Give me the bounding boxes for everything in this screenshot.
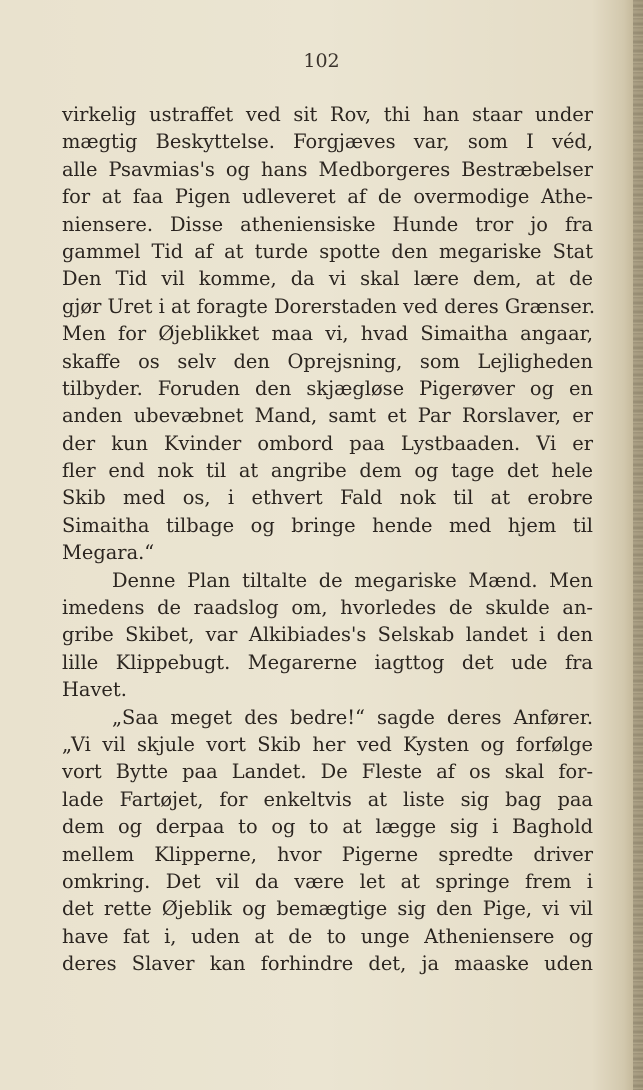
text-line: „Vi vil skjule vort Skib her ved Kysten og forfølge xyxy=(62,732,593,756)
text-line: mellem Klipperne, hvor Pigerne spredte driver xyxy=(62,842,593,866)
text-line: Denne Plan tiltalte de megariske Mænd. Men xyxy=(112,568,593,592)
text-line: anden ubevæbnet Mand, samt et Par Rorslaver, er xyxy=(62,404,593,428)
text-line: „Saa meget des bedre!“ sagde deres Anfører. xyxy=(112,705,593,729)
text-line: der kun Kvinder ombord paa Lystbaaden. Vi er xyxy=(62,431,593,455)
text-line: niensere. Disse atheniensiske Hunde tror jo fra xyxy=(62,212,593,236)
text-line: for at faa Pigen udleveret af de overmodige Athe- xyxy=(62,185,593,209)
text-line: vort Bytte paa Landet. De Fleste af os skal for- xyxy=(62,760,593,784)
text-line: gammel Tid af at turde spotte den megariske Stat xyxy=(62,239,593,263)
text-line: deres Slaver kan forhindre det, ja maaske uden xyxy=(62,952,593,976)
page-edge xyxy=(633,0,643,1090)
text-line: lade Fartøjet, for enkeltvis at liste sig bag paa xyxy=(62,787,593,811)
text-line: Den Tid vil komme, da vi skal lære dem, at de xyxy=(62,267,593,291)
text-line: det rette Øjeblik og bemægtige sig den Pige, vi vil xyxy=(62,897,593,921)
text-line: Havet. xyxy=(62,678,127,702)
text-line: Men for Øjeblikket maa vi, hvad Simaitha angaar, xyxy=(62,322,593,346)
text-line: gjør Uret i at foragte Dorerstaden ved deres Grænser. xyxy=(62,294,596,318)
text-line: skaffe os selv den Oprejsning, som Lejligheden xyxy=(62,349,593,373)
text-line: Simaitha tilbage og bringe hende med hjem til xyxy=(62,513,593,537)
text-line: have fat i, uden at de to unge Atheniensere og xyxy=(62,924,593,948)
text-line: alle Psavmias's og hans Medborgeres Bestræbelser xyxy=(62,157,593,181)
text-line: gribe Skibet, var Alkibiades's Selskab landet i den xyxy=(62,623,593,647)
text-line: Megara.“ xyxy=(62,541,155,565)
page-number: 102 xyxy=(303,50,340,72)
text-line: tilbyder. Foruden den skjægløse Pigerøver og en xyxy=(62,376,593,400)
text-line: omkring. Det vil da være let at springe frem i xyxy=(62,869,593,893)
text-line: dem og derpaa to og to at lægge sig i Baghold xyxy=(62,815,593,839)
body-text xyxy=(62,101,596,978)
text-line: virkelig ustraffet ved sit Rov, thi han staar under xyxy=(62,103,593,126)
text-line: imedens de raadslog om, hvorledes de skulde an- xyxy=(62,596,593,620)
text-line: mægtig Beskyttelse. Forgjæves var, som I véd, xyxy=(62,130,593,154)
text-line: lille Klippebugt. Megarerne iagttog det ude fra xyxy=(62,650,593,674)
text-line: fler end nok til at angribe dem og tage det hele xyxy=(62,459,593,483)
text-line: Skib med os, i ethvert Fald nok til at erobre xyxy=(62,486,593,510)
